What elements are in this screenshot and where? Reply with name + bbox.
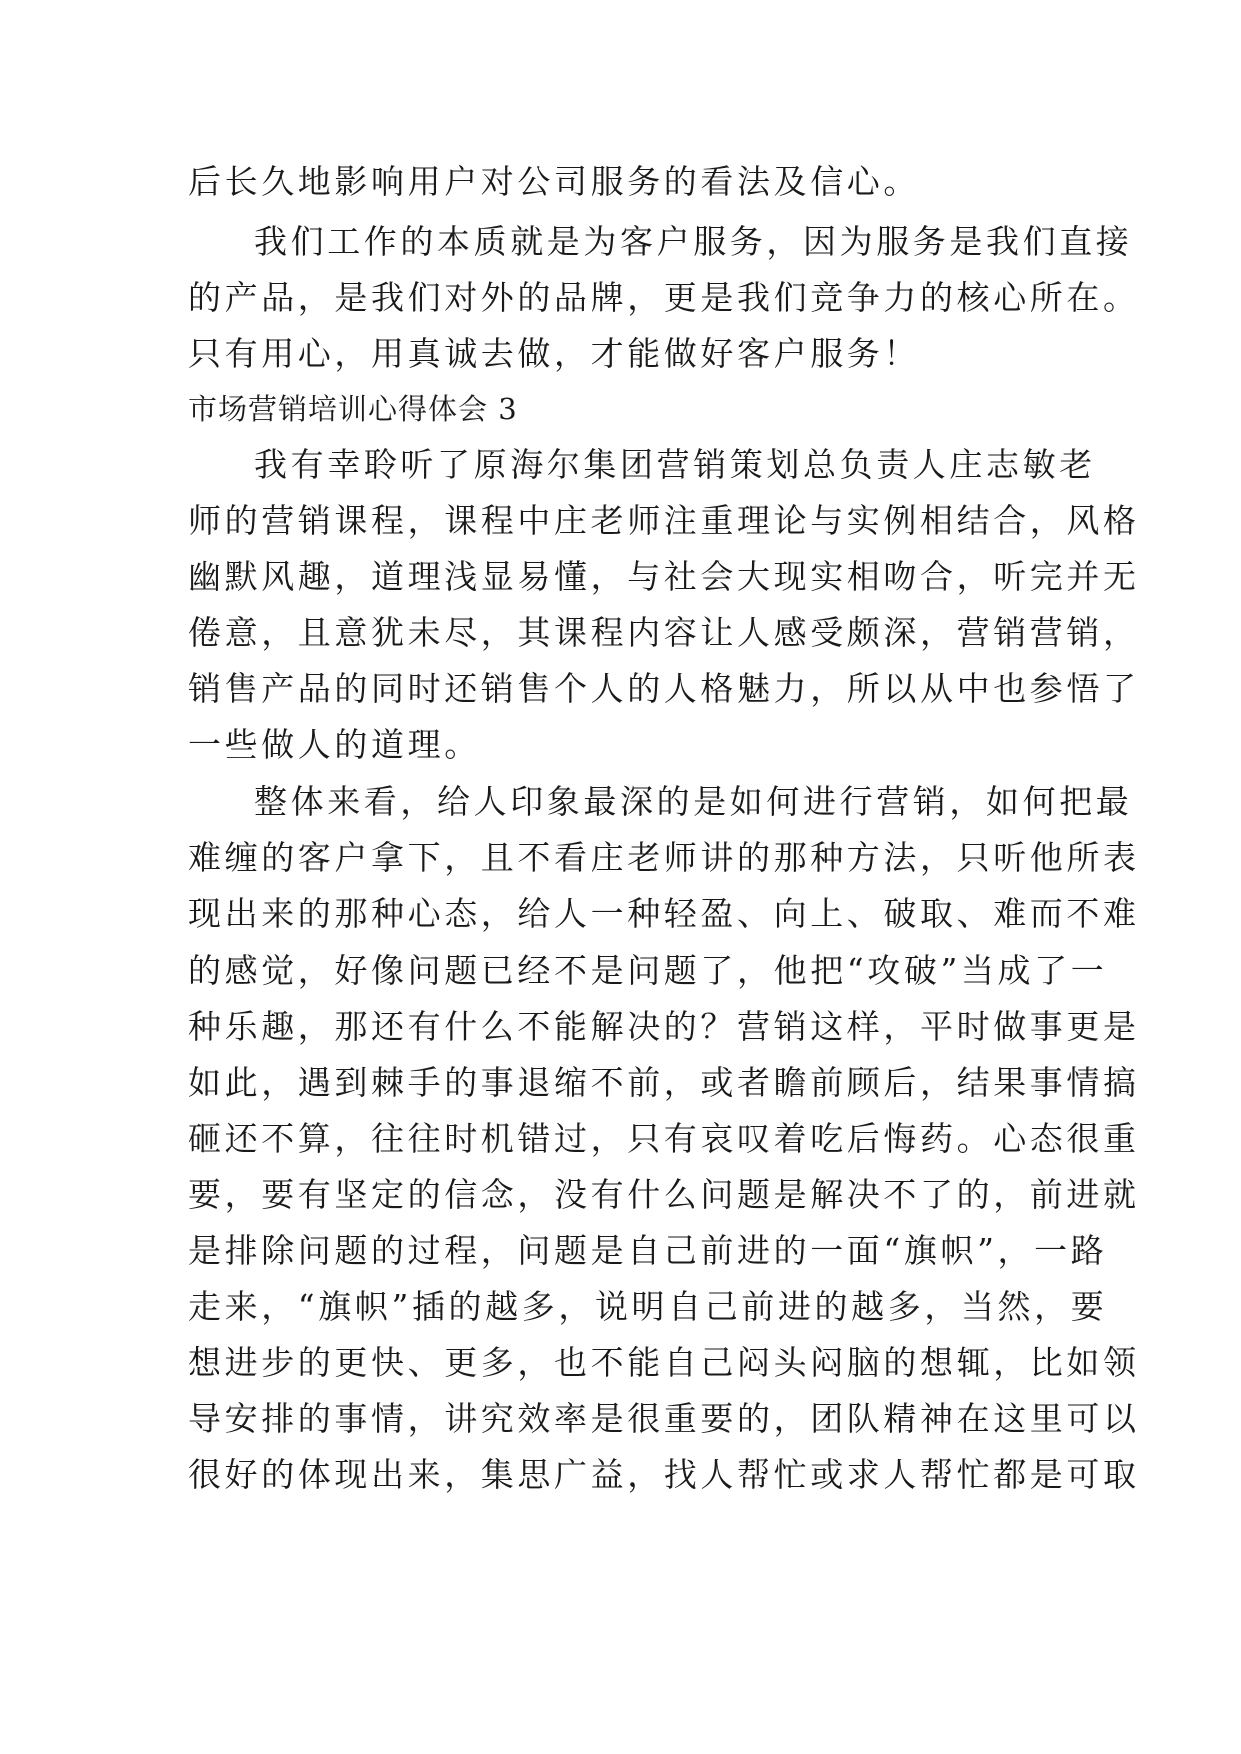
section-title: 市场营销培训心得体会 3 (188, 392, 518, 426)
paragraph-2-line: 的产品，是我们对外的品牌，更是我们竞争力的核心所在。 (188, 278, 1140, 317)
paragraph-4-line: 要，要有坚定的信念，没有什么问题是解决不了的，前进就 (188, 1175, 1140, 1214)
paragraph-4-line: 导安排的事情，讲究效率是很重要的，团队精神在这里可以 (188, 1399, 1140, 1438)
paragraph-2-line: 我们工作的本质就是为客户服务，因为服务是我们直接 (254, 222, 1133, 261)
paragraph-4-line: 现出来的那种心态，给人一种轻盈、向上、破取、难而不难 (188, 894, 1140, 933)
paragraph-3-line: 幽默风趣，道理浅显易懂，与社会大现实相吻合，听完并无 (188, 557, 1140, 596)
paragraph-3-line: 我有幸聆听了原海尔集团营销策划总负责人庄志敏老 (254, 445, 1096, 484)
paragraph-4-line: 难缠的客户拿下，且不看庄老师讲的那种方法，只听他所表 (188, 838, 1140, 877)
paragraph-4-line: 的感觉，好像问题已经不是问题了，他把“攻破”当成了一 (188, 951, 1108, 990)
paragraph-4-line: 很好的体现出来，集思广益，找人帮忙或求人帮忙都是可取 (188, 1455, 1140, 1494)
paragraph-4-line: 如此，遇到棘手的事退缩不前，或者瞻前顾后，结果事情搞 (188, 1063, 1140, 1102)
paragraph-3-line: 销售产品的同时还销售个人的人格魅力，所以从中也参悟了 (188, 669, 1140, 708)
paragraph-4-line: 种乐趣，那还有什么不能解决的？营销这样，平时做事更是 (188, 1007, 1140, 1046)
paragraph-3-line: 一些做人的道理。 (188, 725, 481, 764)
paragraph-3-line: 师的营销课程，课程中庄老师注重理论与实例相结合，风格 (188, 501, 1140, 540)
paragraph-2-line: 只有用心，用真诚去做，才能做好客户服务！ (188, 334, 920, 373)
paragraph-4-line: 整体来看，给人印象最深的是如何进行营销，如何把最 (254, 782, 1133, 821)
paragraph-4-line: 走来，“旗帜”插的越多，说明自己前进的越多，当然，要 (188, 1287, 1108, 1326)
paragraph-1-line: 后长久地影响用户对公司服务的看法及信心。 (188, 162, 920, 201)
paragraph-4-line: 砸还不算，往往时机错过，只有哀叹着吃后悔药。心态很重 (188, 1119, 1140, 1158)
paragraph-4-line: 是排除问题的过程，问题是自己前进的一面“旗帜”，一路 (188, 1231, 1108, 1270)
paragraph-3-line: 倦意，且意犹未尽，其课程内容让人感受颇深，营销营销， (188, 613, 1140, 652)
paragraph-4-line: 想进步的更快、更多，也不能自己闷头闷脑的想辄，比如领 (188, 1343, 1140, 1382)
